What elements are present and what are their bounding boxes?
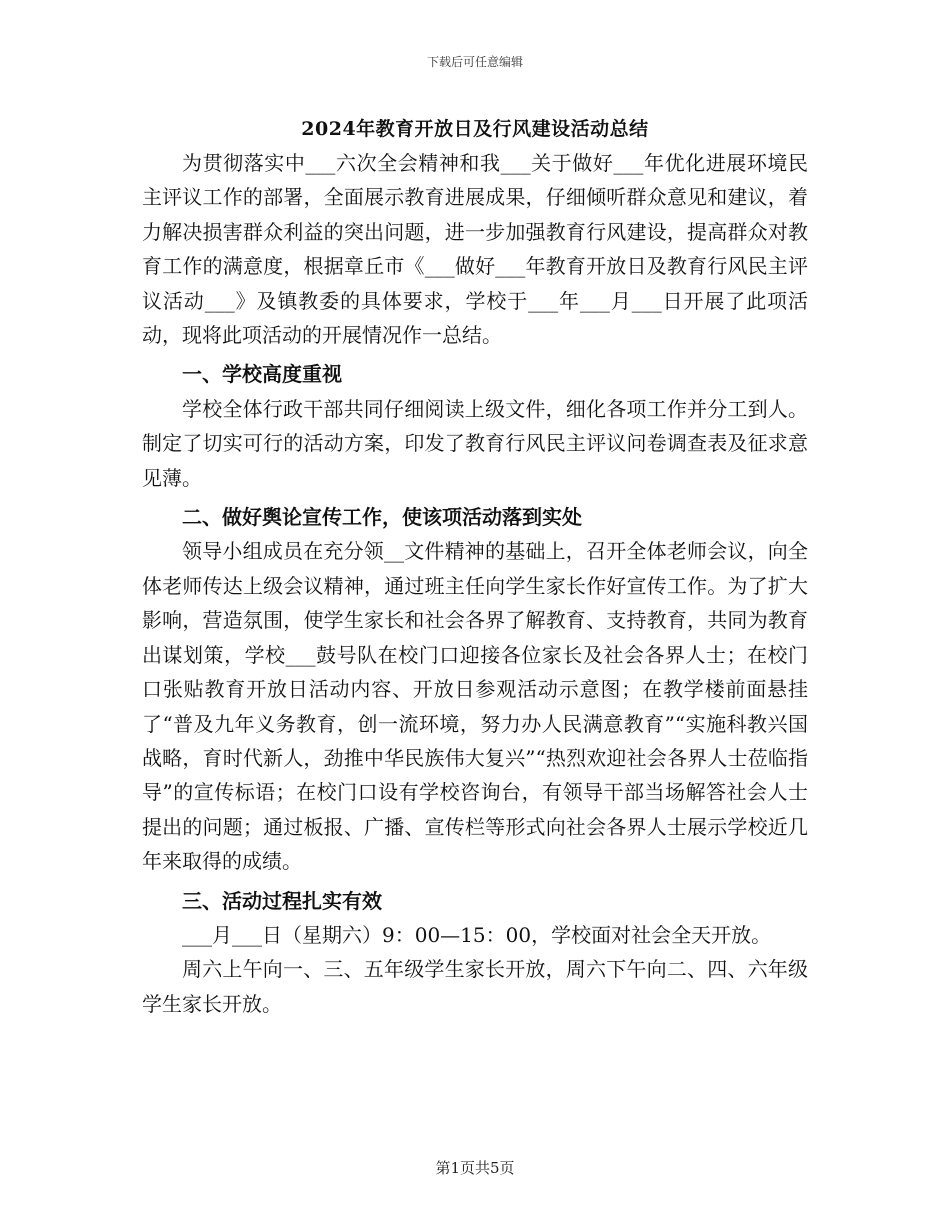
section-3-paragraph-2: 周六上午向一、三、五年级学生家长开放，周六下午向二、四、六年级学生家长开放。 xyxy=(142,957,808,1016)
section-heading-3: 三、活动过程扎实有效 xyxy=(182,888,382,913)
section-3-paragraph-1: ___月___日（星期六）9：00—15：00，学校面对社会全天开放。 xyxy=(182,922,772,947)
intro-paragraph: 为贯彻落实中___六次全会精神和我___关于做好___年优化进展环境民主评议工作的部署，全面展示教育进展成果，仔细倾听群众意见和建议，着力解决损害群众利益的突出问题，进一步加强教育行风建设，提高群众对教育工作的满意度，根据章丘市《___做好___年教育开放日及教育行风民主评议活动___》及镇教委的具体要求，学校于___年___月___日开展了此项活动，现将此项活动的开展情况作一总结。 xyxy=(142,151,808,348)
section-1-paragraph: 学校全体行政干部共同仔细阅读上级文件，细化各项工作并分工到人。制定了切实可行的活动方案，印发了教育行风民主评议问卷调查表及征求意见薄。 xyxy=(142,396,808,490)
page-footer: 第1页共5页 xyxy=(435,1159,515,1177)
header-note: 下载后可任意编辑 xyxy=(426,55,523,69)
document-body xyxy=(142,146,808,1021)
document-title: 2024年教育开放日及行风建设活动总结 xyxy=(301,118,649,140)
section-2-paragraph: 领导小组成员在充分领__文件精神的基础上，召开全体老师会议，向全体老师传达上级会议精神，通过班主任向学生家长作好宣传工作。为了扩大影响，营造氛围，使学生家长和社会各界了解教育、支持教育，共同为教育出谋划策，学校___鼓号队在校门口迎接各位家长及社会各界人士；在校门口张贴教育开放日活动内容、开放日参观活动示意图；在教学楼前面悬挂了“普及九年义务教育，创一流环境，努力办人民满意教育”“实施科教兴国战略，育时代新人，劲推中华民族伟大复兴”“热烈欢迎社会各界人士莅临指导”的宣传标语；在校门口设有学校咨询台，有领导干部当场解答社会人士提出的问题；通过板报、广播、宣传栏等形式向社会各界人士展示学校近几年来取得的成绩。 xyxy=(142,539,808,874)
section-heading-2: 二、做好舆论宣传工作，使该项活动落到实处 xyxy=(182,505,582,530)
section-heading-1: 一、学校高度重视 xyxy=(182,362,342,387)
